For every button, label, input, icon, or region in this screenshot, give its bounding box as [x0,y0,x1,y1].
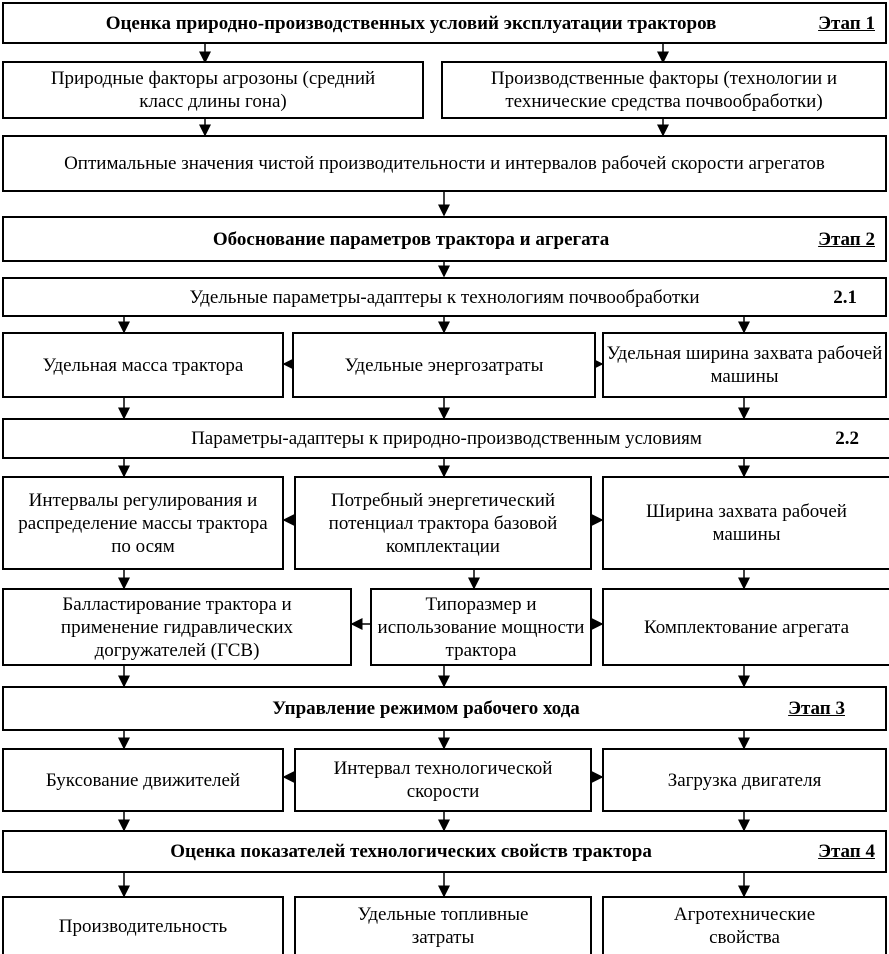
sub21-bar [2,277,887,317]
stage2-label: Этап 2 [818,228,875,250]
ballasting-box [2,588,352,666]
productivity-text: Производительность [58,915,228,937]
specific-width-box [602,332,887,398]
size-type-box [370,588,592,666]
sub21-num: 2.1 [833,286,857,308]
regulation-intervals-text: Интервалы регулирования и распределение массы трактора по осям [18,489,268,557]
natural-factors-text: Природные факторы агрозоны (средний класс длины гона) [50,68,376,112]
stage3-header [2,686,887,731]
stage4-header [2,830,887,873]
engine-load-text: Загрузка двигателя [667,769,822,791]
sub21-title: Удельные параметры-адаптеры к технологиям почвообработки [189,286,700,308]
fuel-costs-box [294,896,592,954]
slippage-box [2,748,284,812]
unit-assembly-text: Комплектование агрегата [643,616,850,638]
stage4-label: Этап 4 [818,841,875,862]
agrotech-text: Агротехнические свойства [673,904,816,948]
optimal-values-box [2,135,887,192]
sub22-title: Параметры-адаптеры к природно-производственным условиям [191,428,702,449]
agrotech-box [602,896,887,954]
energy-potential-box [294,476,592,570]
stage2-title: Обоснование параметров трактора и агрегата [212,228,610,250]
stage4-title: Оценка показателей технологических свойств трактора [170,841,652,862]
unit-assembly-box [602,588,889,666]
specific-mass-box [2,332,284,398]
specific-energy-box [292,332,596,398]
specific-energy-text: Удельные энергозатраты [344,354,544,376]
stage2-header [2,216,887,262]
stage1-label: Этап 1 [818,12,875,34]
ballasting-text: Балластирование трактора и применение гидравлических догружателей (ГСВ) [60,593,294,661]
stage1-header [2,2,887,44]
slippage-text: Буксование движителей [45,769,241,791]
specific-mass-text: Удельная масса трактора [42,354,244,376]
sub22-bar [2,418,889,459]
sub22-num: 2.2 [835,428,859,449]
stage3-title: Управление режимом рабочего хода [272,698,580,719]
working-width-box [602,476,889,570]
engine-load-box [602,748,887,812]
specific-width-text: Удельная ширина захвата рабочей машины [606,343,883,387]
fuel-costs-text: Удельные топливные затраты [357,904,529,948]
stage3-label: Этап 3 [788,698,845,719]
productivity-box [2,896,284,954]
working-width-text: Ширина захвата рабочей машины [646,501,847,545]
optimal-values-text: Оптимальные значения чистой производительности и интервалов рабочей скорости агрегатов [64,153,825,174]
stage1-title: Оценка природно-производственных условий эксплуатации тракторов [105,12,717,34]
natural-factors-box [2,61,424,119]
production-factors-text: Производственные факторы (технологии и технические средства почвообработки) [490,68,838,112]
size-type-text: Типоразмер и использование мощности трактора [377,593,585,661]
speed-interval-text: Интервал технологической скорости [333,758,553,802]
production-factors-box [441,61,887,119]
speed-interval-box [294,748,592,812]
regulation-intervals-box [2,476,284,570]
energy-potential-text: Потребный энергетический потенциал трактора базовой комплектации [328,489,558,557]
